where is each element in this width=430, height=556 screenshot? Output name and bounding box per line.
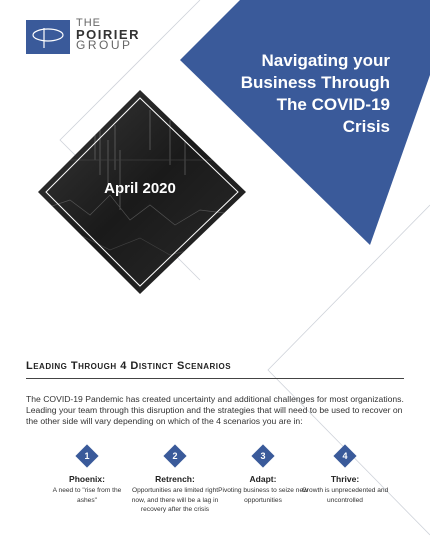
scenario-title: Retrench: <box>155 474 195 484</box>
title-line-2: Business Through <box>240 73 390 92</box>
date-label: April 2020 <box>104 180 176 197</box>
logo-wordmark <box>76 18 140 51</box>
title-line-4: Crisis <box>342 117 390 136</box>
scenario-number: 4 <box>342 451 348 461</box>
scenario-title: Adapt: <box>249 474 277 484</box>
section-heading: Leading Through 4 Distinct Scenarios <box>26 360 232 372</box>
scenario-title: Phoenix: <box>69 474 105 484</box>
section-divider <box>26 378 404 379</box>
scenario-number: 1 <box>84 451 90 461</box>
scenario-description: Growth is unprecedented and uncontrolled <box>301 487 389 504</box>
scenario-thrive <box>300 446 390 505</box>
scenario-number-badge <box>335 446 355 466</box>
scenario-description: A need to "rise from the ashes" <box>52 487 122 504</box>
scenario-number-badge <box>77 446 97 466</box>
scenario-number-badge <box>165 446 185 466</box>
logo-mark-icon <box>26 20 70 54</box>
scenario-number-badge <box>253 446 273 466</box>
title-line-1: Navigating your <box>261 51 390 70</box>
scenario-phoenix <box>42 446 132 505</box>
poirier-group-logo <box>26 20 70 54</box>
logo-group: GROUP <box>76 38 133 52</box>
scenario-description: Pivoting business to seize new opportunities <box>218 487 308 504</box>
title-line-3: The COVID-19 <box>276 95 390 114</box>
scenario-number: 3 <box>260 451 266 461</box>
scenario-retrench <box>130 446 220 515</box>
scenario-title: Thrive: <box>330 474 360 484</box>
scenario-description: Opportunities are limited right now, and there will be a lag in recovery after the crisis <box>131 487 219 513</box>
logo-the: THE <box>76 17 101 29</box>
scenario-adapt <box>218 446 308 505</box>
logo-name: POIRIER <box>76 27 140 42</box>
intro-paragraph: The COVID-19 Pandemic has created uncertainty and additional challenges for most organizations. Leading your team through this disruption and the strategies that will need to be used to recover on the other side will vary depending on which of the 4 scenarios you are in: <box>26 394 404 426</box>
scenario-number: 2 <box>172 451 178 461</box>
